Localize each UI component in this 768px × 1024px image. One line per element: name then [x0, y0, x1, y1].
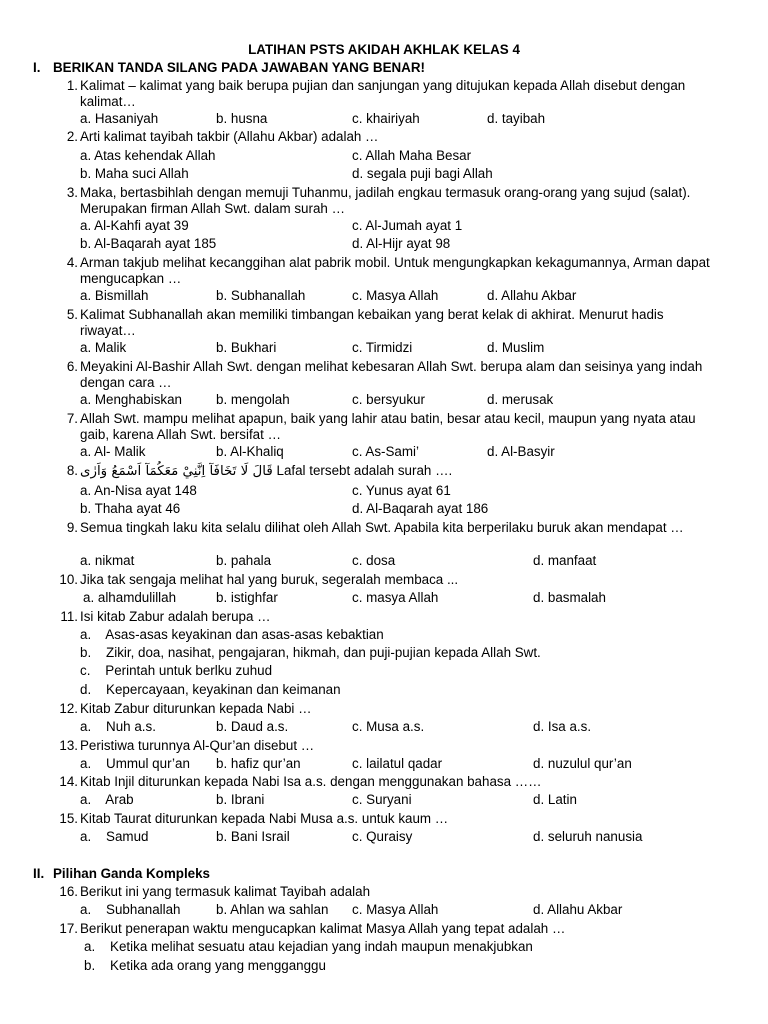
option-a[interactable]: a. Ummul qur’an [80, 756, 190, 771]
question-5 [52, 307, 712, 339]
question-4 [52, 255, 712, 287]
option-b[interactable]: b. pahala [216, 553, 272, 568]
option-d[interactable]: d. manfaat [533, 553, 597, 568]
section-heading-1 [33, 59, 425, 76]
question-9 [52, 520, 712, 536]
option-b[interactable]: b. Bukhari [216, 340, 277, 355]
option-b[interactable]: b. Ahlan wa sahlan [216, 902, 329, 917]
option-c[interactable]: c. lailatul qadar [352, 756, 443, 771]
option-b[interactable]: b. Al-Khaliq [216, 444, 284, 459]
option-a[interactable]: a. Atas kehendak Allah [80, 148, 216, 163]
question-10 [52, 572, 712, 588]
option-c[interactable]: c. Allah Maha Besar [352, 148, 472, 163]
question-text: Isi kitab Zabur adalah berupa … [80, 609, 271, 624]
option-d[interactable]: d. Allahu Akbar [533, 902, 623, 917]
question-text: Jika tak sengaja melihat hal yang buruk, segeralah membaca ... [80, 572, 459, 587]
options-row [80, 147, 768, 165]
option-b[interactable]: b. istighfar [216, 590, 278, 605]
arabic-verse: قَالَ لَا تَخَافَآ اِنَّنِيْ مَعَكُمَآ اَسْمَعُ وَاَرٰى [80, 464, 273, 479]
option-d[interactable]: d. Muslim [487, 340, 545, 355]
option-b[interactable]: b. Daud a.s. [216, 719, 289, 734]
options-row [80, 901, 768, 919]
option-a[interactable]: a. Arab [80, 792, 134, 807]
question-number: 14. [59, 774, 78, 789]
question-number: 5. [66, 307, 78, 322]
question-number: 12. [59, 701, 78, 716]
options-row [80, 681, 768, 699]
option-a[interactable]: a. Malik [80, 340, 127, 355]
option-b[interactable]: b. Ketika ada orang yang mengganggu [84, 958, 326, 973]
section-title: Pilihan Ganda Kompleks [53, 866, 211, 881]
question-3 [52, 185, 712, 217]
option-a[interactable]: a. Bismillah [80, 288, 149, 303]
option-a[interactable]: a. An-Nisa ayat 148 [80, 483, 197, 498]
option-b[interactable]: b. Bani Israil [216, 829, 290, 844]
option-b[interactable]: b. Maha suci Allah [80, 166, 189, 181]
option-d[interactable]: d. Allahu Akbar [487, 288, 577, 303]
question-number: 7. [66, 411, 78, 426]
option-b[interactable]: b. husna [216, 111, 268, 126]
options-row [80, 235, 768, 253]
option-a[interactable]: a. alhamdulillah [83, 590, 177, 605]
option-a[interactable]: a. Hasaniyah [80, 111, 159, 126]
question-7 [52, 411, 712, 443]
option-c[interactable]: c. Tirmidzi [352, 340, 413, 355]
question-text [80, 463, 712, 480]
question-number: 3. [66, 185, 78, 200]
question-number: 8. [66, 463, 78, 478]
option-a[interactable]: a. Samud [80, 829, 149, 844]
options-row [80, 500, 768, 518]
options-row [80, 718, 768, 736]
question-6 [52, 359, 712, 391]
option-d[interactable]: d. seluruh nanusia [533, 829, 643, 844]
question-text: Kitab Taurat diturunkan kepada Nabi Musa a.s. untuk kaum … [80, 811, 449, 826]
option-b[interactable]: b. mengolah [216, 392, 290, 407]
options-row [80, 443, 768, 461]
question-prompt: Lafal tersebt adalah surah …. [276, 463, 453, 478]
option-c[interactable]: c. Masya Allah [352, 288, 439, 303]
option-c[interactable]: c. As-Sami’ [352, 444, 419, 459]
option-d[interactable]: d. basmalah [533, 590, 606, 605]
options-row [80, 391, 768, 409]
options-row [80, 938, 768, 956]
option-b[interactable]: b. Thaha ayat 46 [80, 501, 181, 516]
question-text: Berikut ini yang termasuk kalimat Tayibah adalah [80, 884, 371, 899]
options-row [80, 828, 768, 846]
question-text: Kitab Zabur diturunkan kepada Nabi … [80, 701, 312, 716]
page-title: LATIHAN PSTS AKIDAH AKHLAK KELAS 4 [248, 42, 520, 57]
option-c[interactable]: c. Musa a.s. [352, 719, 425, 734]
options-row [80, 957, 768, 975]
options-row [80, 791, 768, 809]
question-number: 17. [59, 921, 78, 936]
option-c[interactable]: c. Yunus ayat 61 [352, 483, 451, 498]
question-text: Arman takjub melihat kecanggihan alat pabrik mobil. Untuk mengungkapkan kekagumannya, Arman dapat mengucapkan … [80, 255, 710, 286]
options-row [80, 552, 768, 570]
option-c[interactable]: c. Quraisy [352, 829, 413, 844]
question-text: Peristiwa turunnya Al-Qur’an disebut … [80, 738, 315, 753]
option-c[interactable]: c. Masya Allah [352, 902, 439, 917]
question-16 [52, 884, 712, 900]
option-b[interactable]: b. Zikir, doa, nasihat, pengajaran, hikmah, dan puji-pujian kepada Allah Swt. [80, 645, 541, 660]
options-row [80, 339, 768, 357]
option-d[interactable]: d. nuzulul qur’an [533, 756, 632, 771]
options-row [80, 755, 768, 773]
option-b[interactable]: b. Subhanallah [216, 288, 306, 303]
section-title: BERIKAN TANDA SILANG PADA JAWABAN YANG BENAR! [53, 60, 425, 75]
question-number: 4. [66, 255, 78, 270]
option-d[interactable]: d. Latin [533, 792, 577, 807]
question-12 [52, 701, 712, 717]
option-c[interactable]: c. dosa [352, 553, 396, 568]
options-row [80, 287, 768, 305]
question-8 [52, 463, 712, 480]
question-text: Kalimat – kalimat yang baik berupa pujian dan sanjungan yang ditujukan kepada Allah disebut dengan kalimat… [80, 78, 686, 109]
option-a[interactable]: a. Nuh a.s. [80, 719, 156, 734]
options-row [80, 644, 768, 662]
option-d[interactable]: d. Al-Baqarah ayat 186 [352, 501, 489, 516]
options-row [80, 662, 768, 680]
question-number: 13. [59, 738, 78, 753]
option-a[interactable]: a. Menghabiskan [80, 392, 182, 407]
options-row [80, 110, 768, 128]
option-a[interactable]: a. Subhanallah [80, 902, 181, 917]
option-b[interactable]: b. Ibrani [216, 792, 265, 807]
question-17 [52, 921, 712, 937]
option-d[interactable]: d. Kepercayaan, keyakinan dan keimanan [80, 682, 341, 697]
question-11 [52, 609, 712, 625]
option-d[interactable]: d. Al-Hijr ayat 98 [352, 236, 451, 251]
option-d[interactable]: d. Isa a.s. [533, 719, 592, 734]
option-c[interactable]: c. masya Allah [352, 590, 439, 605]
option-b[interactable]: b. Al-Baqarah ayat 185 [80, 236, 217, 251]
question-number: 1. [66, 78, 78, 93]
section-number: II. [33, 866, 45, 881]
question-15 [52, 811, 712, 827]
question-text: Allah Swt. mampu melihat apapun, baik yang lahir atau batin, besar atau kecil, maupun yang nyata atau gaib, karena Allah Swt. bersifat … [80, 411, 696, 442]
option-a[interactable]: a. Al-Kahfi ayat 39 [80, 218, 189, 233]
question-text: Arti kalimat tayibah takbir (Allahu Akbar) adalah … [80, 129, 379, 144]
option-d[interactable]: d. merusak [487, 392, 554, 407]
question-number: 10. [59, 572, 78, 587]
question-number: 11. [60, 609, 78, 624]
options-row [80, 626, 768, 644]
question-2 [52, 129, 712, 145]
option-c[interactable]: c. Perintah untuk berlku zuhud [80, 663, 273, 678]
question-number: 2. [66, 129, 78, 144]
option-d[interactable]: d. tayibah [487, 111, 546, 126]
question-text: Maka, bertasbihlah dengan memuji Tuhanmu, jadilah engkau termasuk orang-orang yang sujud (salat). Merupakan firman Allah Swt. dalam surah … [80, 185, 691, 216]
section-number: I. [33, 60, 41, 75]
option-c[interactable]: c. bersyukur [352, 392, 425, 407]
option-b[interactable]: b. hafiz qur’an [216, 756, 301, 771]
question-text: Semua tingkah laku kita selalu dilihat oleh Allah Swt. Apabila kita berperilaku buruk akan mendapat … [80, 520, 684, 535]
question-number: 9. [66, 520, 78, 535]
question-number: 16. [59, 884, 78, 899]
option-a[interactable]: a. Al- Malik [80, 444, 146, 459]
options-row [80, 589, 768, 607]
question-text: Kalimat Subhanallah akan memiliki timbangan kebaikan yang berat kelak di akhirat. Menurut hadis riwayat… [80, 307, 664, 338]
option-d[interactable]: d. segala puji bagi Allah [352, 166, 493, 181]
question-13 [52, 738, 712, 754]
option-d[interactable]: d. Al-Basyir [487, 444, 555, 459]
question-text: Berikut penerapan waktu mengucapkan kalimat Masya Allah yang tepat adalah … [80, 921, 566, 936]
question-text: Meyakini Al-Bashir Allah Swt. dengan melihat kebesaran Allah Swt. berupa alam dan seisinya yang indah dengan cara … [80, 359, 703, 390]
option-c[interactable]: c. Suryani [352, 792, 412, 807]
options-row [80, 165, 768, 183]
option-c[interactable]: c. khairiyah [352, 111, 420, 126]
section-heading-2 [33, 865, 210, 882]
question-1 [52, 78, 712, 110]
question-number: 6. [66, 359, 78, 374]
question-text: Kitab Injil diturunkan kepada Nabi Isa a.s. dengan menggunakan bahasa …… [80, 774, 542, 789]
option-a[interactable]: a. Asas-asas keyakinan dan asas-asas kebaktian [80, 627, 384, 642]
question-14 [52, 774, 712, 790]
option-c[interactable]: c. Al-Jumah ayat 1 [352, 218, 463, 233]
options-row [80, 217, 768, 235]
options-row [80, 482, 768, 500]
question-number: 15. [59, 811, 78, 826]
option-a[interactable]: a. Ketika melihat sesuatu atau kejadian yang indah maupun menakjubkan [84, 939, 533, 954]
option-a[interactable]: a. nikmat [80, 553, 135, 568]
